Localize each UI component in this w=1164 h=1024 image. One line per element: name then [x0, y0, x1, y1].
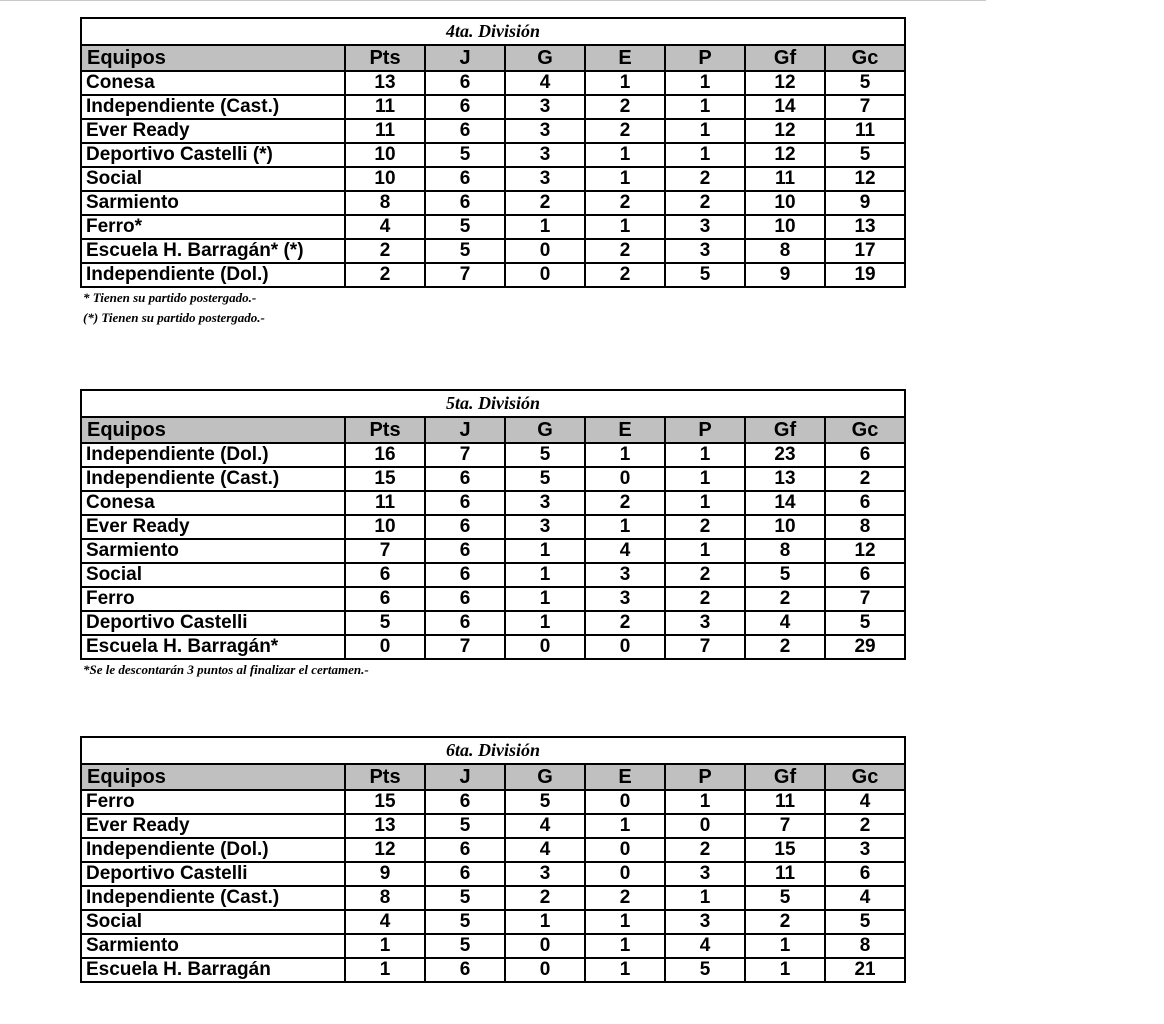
stat-cell-p: 4: [665, 934, 745, 958]
stat-cell-e: 2: [585, 191, 665, 215]
team-name-cell: Sarmiento: [81, 934, 345, 958]
stat-cell-pts: 8: [345, 191, 425, 215]
stat-cell-gf: 2: [745, 587, 825, 611]
stat-cell-gf: 2: [745, 635, 825, 659]
stat-cell-gc: 5: [825, 611, 905, 635]
stat-cell-j: 7: [425, 263, 505, 287]
standings-table: [80, 17, 906, 288]
stat-cell-gc: 7: [825, 587, 905, 611]
team-name-cell: Social: [81, 167, 345, 191]
column-header-pts: Pts: [345, 45, 425, 71]
team-name-cell: Social: [81, 910, 345, 934]
stat-cell-pts: 6: [345, 563, 425, 587]
division-table-4: [80, 17, 905, 328]
stat-cell-e: 1: [585, 143, 665, 167]
team-name-cell: Independiente (Cast.): [81, 886, 345, 910]
stat-cell-p: 1: [665, 886, 745, 910]
stat-cell-p: 1: [665, 467, 745, 491]
stat-cell-p: 0: [665, 814, 745, 838]
stat-cell-gc: 21: [825, 958, 905, 982]
stat-cell-e: 2: [585, 611, 665, 635]
stat-cell-g: 2: [505, 886, 585, 910]
table-row: [81, 910, 905, 934]
column-header-gc: Gc: [825, 45, 905, 71]
team-name-cell: Ever Ready: [81, 814, 345, 838]
stat-cell-p: 5: [665, 263, 745, 287]
team-name-cell: Independiente (Cast.): [81, 467, 345, 491]
team-name-cell: Social: [81, 563, 345, 587]
stat-cell-gc: 5: [825, 910, 905, 934]
stat-cell-gf: 9: [745, 263, 825, 287]
stat-cell-pts: 4: [345, 910, 425, 934]
stat-cell-pts: 13: [345, 71, 425, 95]
stat-cell-p: 2: [665, 838, 745, 862]
stat-cell-pts: 10: [345, 515, 425, 539]
stat-cell-e: 2: [585, 263, 665, 287]
stat-cell-gf: 5: [745, 563, 825, 587]
stat-cell-gc: 3: [825, 838, 905, 862]
footnote: * Tienen su partido postergado.-: [83, 290, 257, 305]
stat-cell-gc: 8: [825, 934, 905, 958]
column-header-equipos: Equipos: [81, 417, 345, 443]
table-row: [81, 143, 905, 167]
stat-cell-gf: 12: [745, 143, 825, 167]
stat-cell-j: 6: [425, 563, 505, 587]
column-header-row: [81, 764, 905, 790]
stat-cell-pts: 2: [345, 239, 425, 263]
column-header-equipos: Equipos: [81, 764, 345, 790]
column-header-row: [81, 417, 905, 443]
stat-cell-gf: 8: [745, 239, 825, 263]
stat-cell-gc: 11: [825, 119, 905, 143]
table-row: [81, 934, 905, 958]
stat-cell-gc: 12: [825, 167, 905, 191]
stat-cell-pts: 15: [345, 790, 425, 814]
stat-cell-e: 2: [585, 119, 665, 143]
table-row: [81, 263, 905, 287]
stat-cell-gc: 9: [825, 191, 905, 215]
stat-cell-gf: 1: [745, 958, 825, 982]
column-header-g: G: [505, 764, 585, 790]
table-row: [81, 814, 905, 838]
column-header-e: E: [585, 45, 665, 71]
stat-cell-gf: 12: [745, 71, 825, 95]
team-name-cell: Deportivo Castelli: [81, 862, 345, 886]
column-header-gf: Gf: [745, 764, 825, 790]
stat-cell-j: 6: [425, 167, 505, 191]
stat-cell-e: 1: [585, 443, 665, 467]
table-row: [81, 215, 905, 239]
stat-cell-gf: 2: [745, 910, 825, 934]
table-row: [81, 95, 905, 119]
team-name-cell: Ferro: [81, 587, 345, 611]
stat-cell-g: 3: [505, 862, 585, 886]
stat-cell-gf: 14: [745, 95, 825, 119]
stat-cell-j: 6: [425, 611, 505, 635]
stat-cell-gc: 8: [825, 515, 905, 539]
table-row: [81, 239, 905, 263]
stat-cell-gc: 6: [825, 862, 905, 886]
stat-cell-j: 6: [425, 958, 505, 982]
stat-cell-p: 1: [665, 119, 745, 143]
stat-cell-p: 2: [665, 191, 745, 215]
team-name-cell: Sarmiento: [81, 191, 345, 215]
stat-cell-pts: 6: [345, 587, 425, 611]
table-row: [81, 790, 905, 814]
stat-cell-j: 6: [425, 539, 505, 563]
stat-cell-j: 6: [425, 467, 505, 491]
stat-cell-j: 6: [425, 587, 505, 611]
column-header-j: J: [425, 45, 505, 71]
footnote: (*) Tienen su partido postergado.-: [83, 310, 265, 325]
stat-cell-j: 6: [425, 191, 505, 215]
team-name-cell: Ever Ready: [81, 119, 345, 143]
stat-cell-p: 1: [665, 71, 745, 95]
stat-cell-p: 2: [665, 563, 745, 587]
top-rule: [0, 0, 986, 1]
stat-cell-j: 6: [425, 119, 505, 143]
stat-cell-gf: 10: [745, 215, 825, 239]
column-header-gc: Gc: [825, 764, 905, 790]
stat-cell-gf: 10: [745, 515, 825, 539]
table-row: [81, 167, 905, 191]
stat-cell-j: 5: [425, 910, 505, 934]
stat-cell-e: 4: [585, 539, 665, 563]
stat-cell-j: 6: [425, 95, 505, 119]
footnote: *Se le descontarán 3 puntos al finalizar el certamen.-: [83, 662, 369, 677]
stat-cell-gc: 19: [825, 263, 905, 287]
column-header-j: J: [425, 764, 505, 790]
table-row: [81, 886, 905, 910]
stat-cell-e: 2: [585, 886, 665, 910]
column-header-pts: Pts: [345, 417, 425, 443]
stat-cell-j: 5: [425, 934, 505, 958]
stat-cell-gf: 8: [745, 539, 825, 563]
column-header-equipos: Equipos: [81, 45, 345, 71]
stat-cell-gf: 4: [745, 611, 825, 635]
team-name-cell: Ever Ready: [81, 515, 345, 539]
stat-cell-e: 1: [585, 215, 665, 239]
stat-cell-j: 5: [425, 886, 505, 910]
stat-cell-pts: 2: [345, 263, 425, 287]
column-header-p: P: [665, 764, 745, 790]
stat-cell-g: 1: [505, 910, 585, 934]
stat-cell-e: 1: [585, 934, 665, 958]
table-row: [81, 443, 905, 467]
team-name-cell: Independiente (Cast.): [81, 95, 345, 119]
stat-cell-g: 1: [505, 587, 585, 611]
stat-cell-j: 5: [425, 143, 505, 167]
stat-cell-e: 2: [585, 239, 665, 263]
stat-cell-gf: 23: [745, 443, 825, 467]
stat-cell-g: 3: [505, 167, 585, 191]
stat-cell-gf: 15: [745, 838, 825, 862]
column-header-pts: Pts: [345, 764, 425, 790]
stat-cell-gf: 1: [745, 934, 825, 958]
table-row: [81, 515, 905, 539]
stat-cell-pts: 7: [345, 539, 425, 563]
stat-cell-j: 7: [425, 635, 505, 659]
stat-cell-gc: 2: [825, 467, 905, 491]
stat-cell-e: 0: [585, 862, 665, 886]
stat-cell-p: 5: [665, 958, 745, 982]
stat-cell-gc: 6: [825, 563, 905, 587]
stat-cell-e: 3: [585, 563, 665, 587]
stat-cell-gc: 13: [825, 215, 905, 239]
stat-cell-e: 1: [585, 910, 665, 934]
stat-cell-gf: 5: [745, 886, 825, 910]
stat-cell-pts: 5: [345, 611, 425, 635]
table-row: [81, 539, 905, 563]
stat-cell-j: 5: [425, 814, 505, 838]
column-header-gc: Gc: [825, 417, 905, 443]
table-row: [81, 467, 905, 491]
stat-cell-pts: 16: [345, 443, 425, 467]
stat-cell-gf: 11: [745, 790, 825, 814]
stat-cell-pts: 11: [345, 95, 425, 119]
stat-cell-e: 1: [585, 71, 665, 95]
stat-cell-p: 1: [665, 95, 745, 119]
stat-cell-p: 2: [665, 587, 745, 611]
stat-cell-g: 1: [505, 539, 585, 563]
stat-cell-pts: 10: [345, 167, 425, 191]
column-header-g: G: [505, 417, 585, 443]
stat-cell-gc: 6: [825, 443, 905, 467]
stat-cell-gc: 12: [825, 539, 905, 563]
stat-cell-g: 0: [505, 239, 585, 263]
stat-cell-gc: 6: [825, 491, 905, 515]
stat-cell-p: 2: [665, 167, 745, 191]
stat-cell-pts: 4: [345, 215, 425, 239]
stat-cell-p: 3: [665, 215, 745, 239]
team-name-cell: Escuela H. Barragán* (*): [81, 239, 345, 263]
column-header-p: P: [665, 417, 745, 443]
stat-cell-e: 1: [585, 958, 665, 982]
stat-cell-e: 0: [585, 635, 665, 659]
team-name-cell: Ferro*: [81, 215, 345, 239]
division-title: 6ta. División: [81, 737, 905, 764]
stat-cell-g: 5: [505, 790, 585, 814]
stat-cell-e: 3: [585, 587, 665, 611]
stat-cell-pts: 9: [345, 862, 425, 886]
column-header-gf: Gf: [745, 45, 825, 71]
standings-table: [80, 389, 906, 660]
stat-cell-p: 1: [665, 443, 745, 467]
stat-cell-g: 3: [505, 119, 585, 143]
stat-cell-g: 4: [505, 71, 585, 95]
stat-cell-j: 6: [425, 862, 505, 886]
stat-cell-pts: 1: [345, 934, 425, 958]
team-name-cell: Escuela H. Barragán*: [81, 635, 345, 659]
stat-cell-g: 3: [505, 491, 585, 515]
stat-cell-p: 7: [665, 635, 745, 659]
stat-cell-e: 0: [585, 467, 665, 491]
stat-cell-gc: 17: [825, 239, 905, 263]
stat-cell-gf: 11: [745, 862, 825, 886]
stat-cell-pts: 15: [345, 467, 425, 491]
stat-cell-p: 3: [665, 239, 745, 263]
stat-cell-pts: 10: [345, 143, 425, 167]
stat-cell-e: 1: [585, 515, 665, 539]
stat-cell-j: 6: [425, 515, 505, 539]
stat-cell-g: 0: [505, 934, 585, 958]
stat-cell-gf: 10: [745, 191, 825, 215]
table-row: [81, 491, 905, 515]
stat-cell-pts: 13: [345, 814, 425, 838]
stat-cell-pts: 11: [345, 491, 425, 515]
stat-cell-p: 3: [665, 910, 745, 934]
column-header-e: E: [585, 764, 665, 790]
division-table-5: [80, 389, 905, 680]
stat-cell-p: 1: [665, 790, 745, 814]
team-name-cell: Ferro: [81, 790, 345, 814]
stat-cell-gc: 5: [825, 143, 905, 167]
stat-cell-gf: 11: [745, 167, 825, 191]
column-header-e: E: [585, 417, 665, 443]
team-name-cell: Conesa: [81, 71, 345, 95]
stat-cell-g: 3: [505, 515, 585, 539]
table-row: [81, 611, 905, 635]
stat-cell-gc: 29: [825, 635, 905, 659]
stat-cell-pts: 11: [345, 119, 425, 143]
stat-cell-j: 7: [425, 443, 505, 467]
team-name-cell: Independiente (Dol.): [81, 263, 345, 287]
stat-cell-g: 3: [505, 143, 585, 167]
table-row: [81, 71, 905, 95]
stat-cell-e: 0: [585, 838, 665, 862]
division-table-6: [80, 736, 905, 983]
stat-cell-g: 5: [505, 467, 585, 491]
team-name-cell: Deportivo Castelli: [81, 611, 345, 635]
team-name-cell: Independiente (Dol.): [81, 443, 345, 467]
stat-cell-g: 1: [505, 611, 585, 635]
table-row: [81, 838, 905, 862]
table-row: [81, 862, 905, 886]
team-name-cell: Deportivo Castelli (*): [81, 143, 345, 167]
stat-cell-g: 4: [505, 838, 585, 862]
column-header-gf: Gf: [745, 417, 825, 443]
stat-cell-e: 2: [585, 491, 665, 515]
table-row: [81, 587, 905, 611]
stat-cell-pts: 1: [345, 958, 425, 982]
stat-cell-gc: 4: [825, 790, 905, 814]
table-row: [81, 563, 905, 587]
stat-cell-g: 0: [505, 958, 585, 982]
stat-cell-p: 1: [665, 491, 745, 515]
stat-cell-j: 6: [425, 491, 505, 515]
stat-cell-p: 1: [665, 539, 745, 563]
division-title: 4ta. División: [81, 18, 905, 45]
stat-cell-g: 1: [505, 215, 585, 239]
stat-cell-gf: 13: [745, 467, 825, 491]
stat-cell-j: 6: [425, 71, 505, 95]
team-name-cell: Sarmiento: [81, 539, 345, 563]
stat-cell-g: 0: [505, 635, 585, 659]
column-header-row: [81, 45, 905, 71]
stat-cell-pts: 12: [345, 838, 425, 862]
team-name-cell: Independiente (Dol.): [81, 838, 345, 862]
stat-cell-gf: 12: [745, 119, 825, 143]
stat-cell-j: 6: [425, 838, 505, 862]
stat-cell-gc: 2: [825, 814, 905, 838]
stat-cell-g: 5: [505, 443, 585, 467]
stat-cell-p: 3: [665, 611, 745, 635]
stat-cell-e: 1: [585, 167, 665, 191]
table-row: [81, 119, 905, 143]
table-row: [81, 191, 905, 215]
stat-cell-pts: 0: [345, 635, 425, 659]
stat-cell-p: 2: [665, 515, 745, 539]
column-header-g: G: [505, 45, 585, 71]
stat-cell-g: 3: [505, 95, 585, 119]
stat-cell-e: 2: [585, 95, 665, 119]
stat-cell-gc: 7: [825, 95, 905, 119]
stat-cell-g: 0: [505, 263, 585, 287]
column-header-p: P: [665, 45, 745, 71]
stat-cell-p: 1: [665, 143, 745, 167]
division-title: 5ta. División: [81, 390, 905, 417]
stat-cell-p: 3: [665, 862, 745, 886]
stat-cell-gf: 14: [745, 491, 825, 515]
stat-cell-j: 5: [425, 239, 505, 263]
table-row: [81, 958, 905, 982]
column-header-j: J: [425, 417, 505, 443]
stat-cell-g: 2: [505, 191, 585, 215]
stat-cell-pts: 8: [345, 886, 425, 910]
standings-table: [80, 736, 906, 983]
team-name-cell: Escuela H. Barragán: [81, 958, 345, 982]
stat-cell-gf: 7: [745, 814, 825, 838]
stat-cell-gc: 4: [825, 886, 905, 910]
stat-cell-j: 6: [425, 790, 505, 814]
stat-cell-gc: 5: [825, 71, 905, 95]
stat-cell-e: 0: [585, 790, 665, 814]
stat-cell-g: 4: [505, 814, 585, 838]
stat-cell-j: 5: [425, 215, 505, 239]
table-row: [81, 635, 905, 659]
stat-cell-g: 1: [505, 563, 585, 587]
stat-cell-e: 1: [585, 814, 665, 838]
team-name-cell: Conesa: [81, 491, 345, 515]
